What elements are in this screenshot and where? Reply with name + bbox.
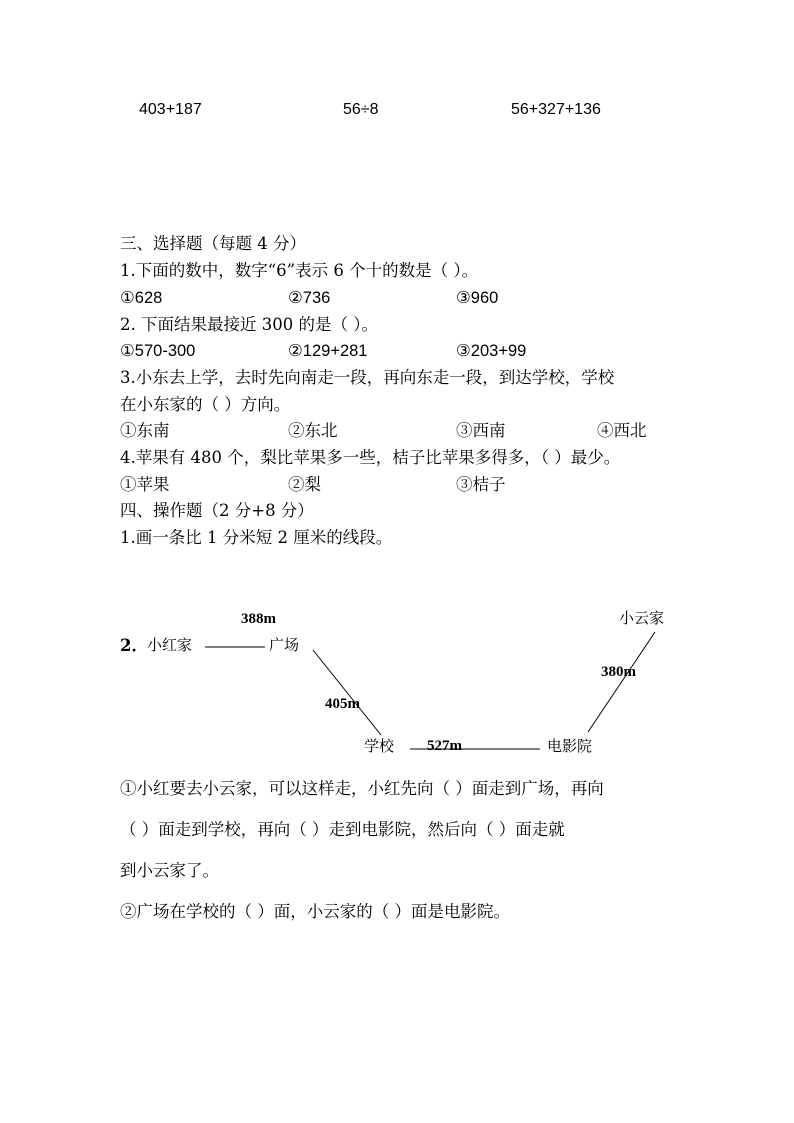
section4-title: 四、操作题（2 分+8 分） <box>120 501 314 520</box>
place-cinema: 电影院 <box>547 737 593 755</box>
route-cinema-to-home <box>588 632 655 732</box>
distance-cinema-to-home: 380m <box>601 664 636 680</box>
q1-option-3: ③960 <box>456 289 499 307</box>
section4-q2-label: 2． <box>120 636 148 655</box>
place-xiaohong-home: 小红家 <box>147 636 193 654</box>
q4-option-1: ①苹果 <box>120 475 170 494</box>
q1-option-2: ②736 <box>288 289 331 307</box>
sub2-text: ②广场在学校的（ ）面，小云家的（ ）面是电影院。 <box>120 902 510 921</box>
section4-q1-text: 1.画一条比 1 分米短 2 厘米的线段。 <box>120 528 393 547</box>
place-school: 学校 <box>364 737 395 755</box>
route-square-to-school <box>313 650 381 735</box>
calc-item-3: 56+327+136 <box>511 101 601 118</box>
q2-option-3: ③203+99 <box>456 342 527 360</box>
sub1-line2: （ ）面走到学校，再向（ ）走到电影院，然后向（ ）面走就 <box>120 820 565 839</box>
q2-option-2: ②129+281 <box>288 342 368 360</box>
sub1-line1: ①小红要去小云家，可以这样走，小红先向（ ）面走到广场，再向 <box>120 779 604 798</box>
q3-option-3: ③西南 <box>456 421 506 440</box>
q3-option-4: ④西北 <box>597 421 647 440</box>
calc-item-1: 403+187 <box>139 101 202 118</box>
q3-option-2: ②东北 <box>288 421 338 440</box>
q3-option-1: ①东南 <box>120 421 170 440</box>
q1-text: 1.下面的数中，数字“6”表示 6 个十的数是（ ）。 <box>120 261 479 280</box>
section3-title: 三、选择题（每题 4 分） <box>120 234 306 253</box>
sub1-line3: 到小云家了。 <box>120 861 219 880</box>
distance-school-to-cinema: 527m <box>427 738 462 754</box>
distance-home-to-square: 388m <box>241 611 276 627</box>
q2-option-1: ①570-300 <box>120 342 196 360</box>
place-xiaoyun-home: 小云家 <box>619 609 665 627</box>
q4-text: 4.苹果有 480 个，梨比苹果多一些，桔子比苹果多得多，（ ）最少。 <box>120 448 621 467</box>
q4-option-3: ③桔子 <box>456 475 506 494</box>
distance-square-to-school: 405m <box>325 696 360 712</box>
calc-item-2: 56÷8 <box>343 101 379 118</box>
q4-option-2: ②梨 <box>288 475 321 494</box>
q2-text: 2. 下面结果最接近 300 的是（ ）。 <box>120 315 378 334</box>
place-square: 广场 <box>269 636 300 654</box>
q1-option-1: ①628 <box>120 289 163 307</box>
q3-text-line2: 在小东家的（ ）方向。 <box>120 395 291 414</box>
q3-text-line1: 3.小东去上学，去时先向南走一段，再向东走一段，到达学校，学校 <box>120 368 615 387</box>
